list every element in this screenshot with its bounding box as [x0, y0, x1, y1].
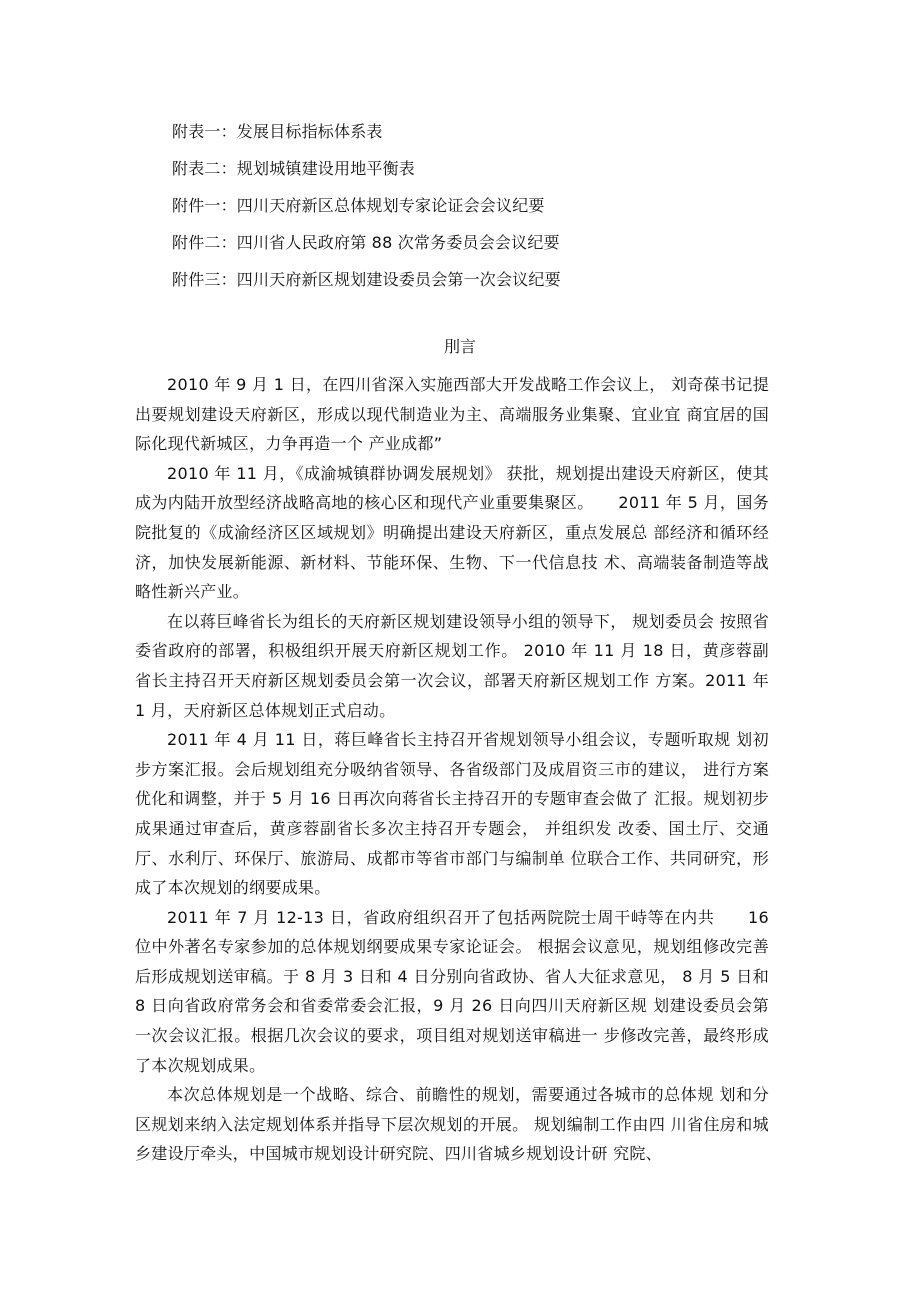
appendix-item-table-1: 附表一：发展目标指标体系表 [172, 122, 383, 141]
preface-body [135, 370, 769, 1169]
paragraph-3: 在以蒋巨峰省长为组长的天府新区规划建设领导小组的领导下， 规划委员会 按照省委省政府的部署，积极组织开展天府新区规划工作。 2010 年 11 月 18 日，黄彦蓉副省长主持召开天府新区规划委员会第一次会议，部署天府新区规划工作 方案。2011 年 1 月，天府新区总体规划正式启动。 [135, 611, 769, 720]
appendix-item-attachment-1: 附件一：四川天府新区总体规划专家论证会会议纪要 [172, 196, 545, 215]
paragraph-4: 2011 年 4 月 11 日，蒋巨峰省长主持召开省规划领导小组会议，专题听取规 划初步方案汇报。会后规划组充分吸纳省领导、各省级部门及成眉资三市的建议， 进行方案优化和调整，并于 5 月 16 日再次向蒋省长主持召开的专题审查会做了 汇报。规划初步成果通过审查后，黄彦蓉副省长多次主持召开专题会， 并组织发 改委、国土厅、交通厅、水利厅、环保厅、旅游局、成都市等省市部门与编制单 位联合工作、共同研究，形成了本次规划的纲要成果。 [135, 730, 769, 898]
paragraph-6: 本次总体规划是一个战略、综合、前瞻性的规划，需要通过各城市的总体规 划和分区规划来纳入法定规划体系并指导下层次规划的开展。 规划编制工作由四 川省住房和城乡建设厅牵头，中国城市规划设计研究院、四川省城乡规划设计研 究院、 [135, 1085, 769, 1164]
appendix-item-attachment-2: 附件二：四川省人民政府第 88 次常务委员会会议纪要 [172, 233, 560, 252]
appendix-list [172, 113, 812, 298]
appendix-item-table-2: 附表二：规划城镇建设用地平衡表 [172, 159, 416, 178]
paragraph-1: 2010 年 9 月 1 日，在四川省深入实施西部大开发战略工作会议上， 刘奇葆书记提出要规划建设天府新区，形成以现代制造业为主、高端服务业集聚、宜业宜 商宜居的国际化现代新城区，力争再造一个 产业成都” [135, 375, 769, 454]
appendix-item-attachment-3: 附件三：四川天府新区规划建设委员会第一次会议纪要 [172, 270, 561, 289]
paragraph-2: 2010 年 11 月，《成渝城镇群协调发展规划》 获批，规划提出建设天府新区，使其成为内陆开放型经济战略高地的核心区和现代产业重要集聚区。 2011 年 5 月，国务院批复的《成渝经济区区域规划》明确提出建设天府新区，重点发展总 部经济和循环经济，加快发展新能源、新材料、节能环保、生物、下一代信息技 术、高端装备制造等战略性新兴产业。 [135, 463, 769, 602]
preface-title: 刖言 [443, 337, 476, 356]
paragraph-5: 2011 年 7 月 12-13 日，省政府组织召开了包括两院院士周干峙等在内共 16 位中外著名专家参加的总体规划纲要成果专家论证会。 根据会议意见，规划组修改完善后形成规划送审稿。于 8 月 3 日和 4 日分别向省政协、省人大征求意见， 8 月 5 日和 8 日向省政府常务会和省委常委会汇报，9 月 26 日向四川天府新区规 划建设委员会第一次会议汇报。根据几次会议的要求，项目组对规划送审稿进一 步修改完善，最终形成了本次规划成果。 [135, 907, 769, 1075]
